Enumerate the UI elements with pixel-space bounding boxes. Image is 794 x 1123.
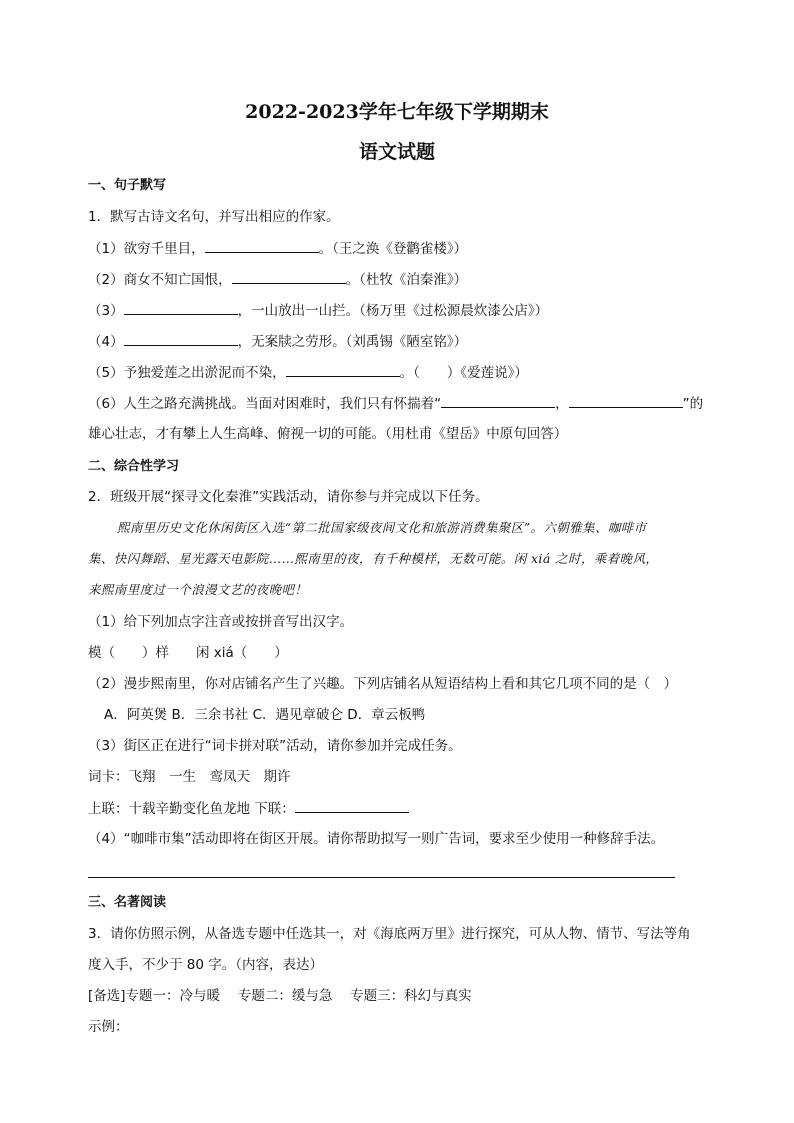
q2-sub-3: （3）街区正在进行“词卡拼对联”活动，请你参加并完成任务。 xyxy=(88,738,462,754)
answer-line[interactable] xyxy=(88,877,675,878)
passage-line-1: 熙南里历史文化休闲街区入选“第二批国家级夜间文化和旅游消费集聚区”。六朝雅集、咖啡市 xyxy=(117,520,647,535)
q2-sub-2-options: A．阿英煲 B．三余书社 C．遇见章破仑 D．章云板鸭 xyxy=(104,707,426,723)
q1-item-2-suffix: 。（杜牧《泊秦淮》） xyxy=(345,272,468,288)
q1-item-2 xyxy=(88,269,467,290)
section3-heading: 三、名著阅读 xyxy=(88,895,167,910)
question-2: 2．班级开展“探寻文化秦淮”实践活动，请你参与并完成以下任务。 xyxy=(88,489,489,505)
q1-item-5 xyxy=(88,362,528,383)
q1-item-4-prefix: （4） xyxy=(88,334,124,350)
q1-item-3 xyxy=(88,300,548,321)
q1-item-4 xyxy=(88,331,467,352)
answer-blank[interactable] xyxy=(124,331,238,346)
q1-item-6 xyxy=(88,393,703,414)
q1-item-2-prefix: （2）商女不知亡国恨， xyxy=(88,272,232,288)
answer-blank[interactable] xyxy=(286,362,400,377)
passage-line-2: 集、快闪舞蹈、星光露天电影院……熙南里的夜，有千种模样，无数可能。闲 xiá 之时，乘着晚风， xyxy=(88,551,659,566)
q1-item-1-suffix: 。（王之涣《登鹳雀楼》） xyxy=(318,241,468,257)
q2-sub-1-answers: 模（ ）样 闲 xiá（ ） xyxy=(88,645,288,661)
q1-item-3-suffix: ，一山放出一山拦。（杨万里《过松源晨炊漆公店》） xyxy=(237,303,549,319)
q2-sub-3-couplet xyxy=(88,798,409,819)
answer-blank[interactable] xyxy=(205,238,319,253)
q1-item-6-middle: ， xyxy=(555,396,569,412)
exam-subtitle: 语文试题 xyxy=(358,141,435,163)
section1-heading: 一、句子默写 xyxy=(88,178,167,193)
q1-item-1-prefix: （1）欲穷千里目， xyxy=(88,241,205,257)
couplet-text: 上联：十载辛勤变化鱼龙地 下联： xyxy=(88,801,295,817)
q1-item-6-prefix: （6）人生之路充满挑战。当面对困难时，我们只有怀揣着“ xyxy=(88,396,442,412)
q2-sub-3-word-cards: 词卡：飞翔 一生 鸾凤天 期许 xyxy=(88,769,291,785)
q2-sub-1: （1）给下列加点字注音或按拼音写出汉字。 xyxy=(88,614,354,630)
q1-item-3-prefix: （3） xyxy=(88,303,124,319)
q1-item-4-suffix: ，无案牍之劳形。（刘禹锡《陋室铭》） xyxy=(237,334,468,350)
q2-sub-4: （4）“咖啡市集”活动即将在街区开展。请你帮助拟写一则广告词，要求至少使用一种修辞手法。 xyxy=(88,831,665,847)
q3-topic-options: [备选]专题一：冷与暖 专题二：缓与急 专题三：科幻与真实 xyxy=(88,988,472,1004)
question-3-line-2: 度入手，不少于 80 字。（内容，表达） xyxy=(88,957,324,973)
q1-item-5-prefix: （5）予独爱莲之出淤泥而不染， xyxy=(88,365,286,381)
answer-blank[interactable] xyxy=(232,269,346,284)
passage-line-3: 来熙南里度过一个浪漫文艺的夜晚吧！ xyxy=(88,582,308,597)
answer-blank[interactable] xyxy=(295,798,409,813)
q1-item-6-continued: 雄心壮志，才有攀上人生高峰、俯视一切的可能。（用杜甫《望岳》中原句回答） xyxy=(88,426,568,442)
q1-item-1 xyxy=(88,238,467,259)
answer-blank[interactable] xyxy=(441,393,555,408)
question-1: 1．默写古诗文名句，并写出相应的作家。 xyxy=(88,209,340,225)
answer-blank[interactable] xyxy=(124,300,238,315)
q1-item-5-suffix: 。（ ）《爱莲说》） xyxy=(399,365,528,381)
answer-blank[interactable] xyxy=(569,393,683,408)
exam-title: 2022-2023学年七年级下学期期末 xyxy=(245,101,549,123)
q3-example-label: 示例： xyxy=(88,1019,129,1035)
q2-sub-2: （2）漫步熙南里，你对店铺名产生了兴趣。下列店铺名从短语结构上看和其它几项不同的是（ ） xyxy=(88,676,678,692)
question-3-line-1: 3．请你仿照示例，从备选专题中任选其一，对《海底两万里》进行探究，可从人物、情节、写法等角 xyxy=(88,926,691,942)
q1-item-6-suffix: ”的 xyxy=(682,396,704,412)
section2-heading: 二、综合性学习 xyxy=(88,459,180,474)
